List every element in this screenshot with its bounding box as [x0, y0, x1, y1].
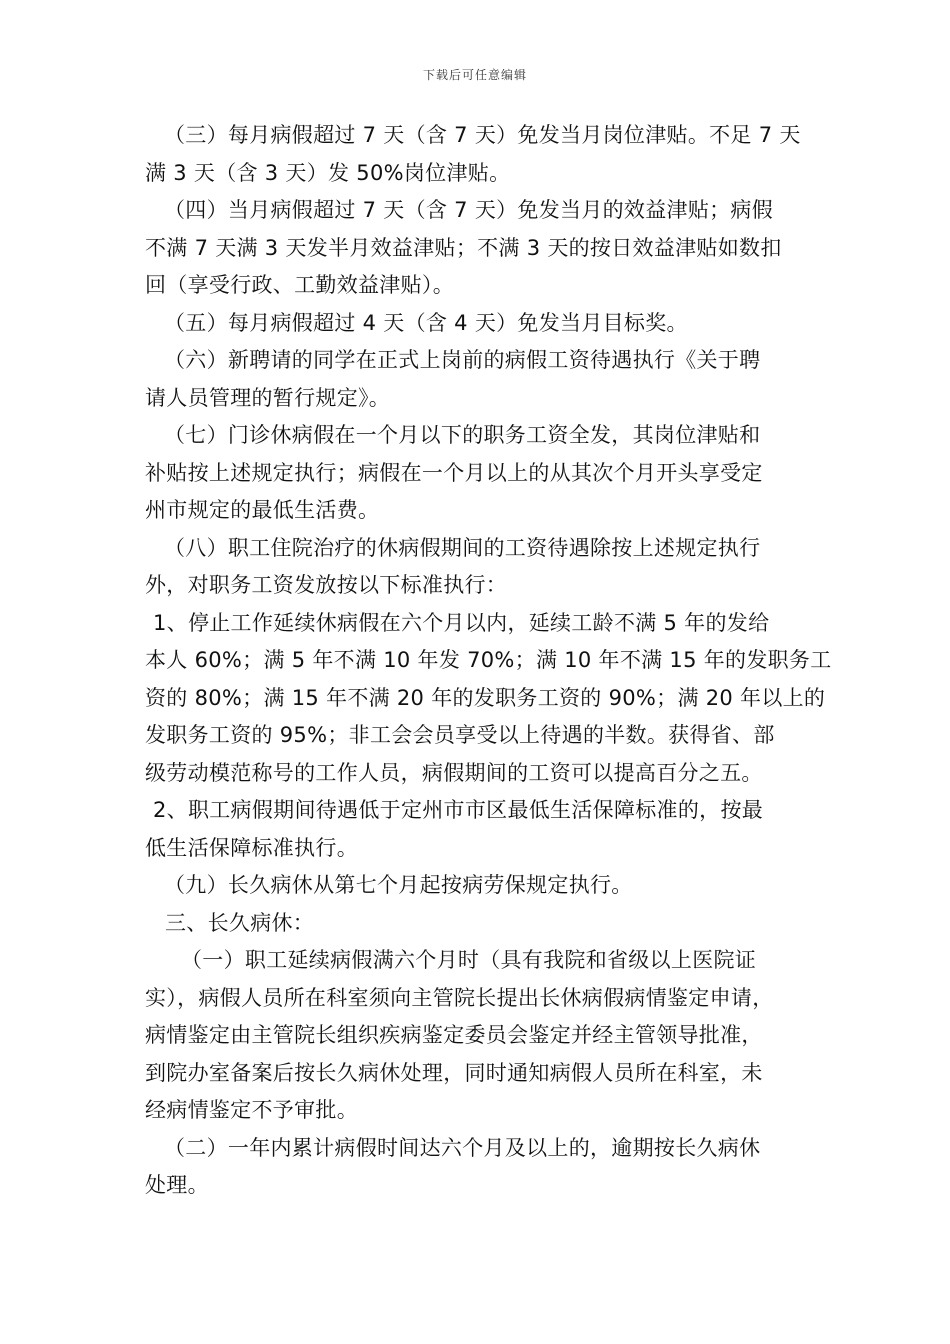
paragraph-line: （二）一年内累计病假时间达六个月及以上的，逾期按长久病休 — [164, 1135, 761, 1160]
paragraph-line: 2、职工病假期间待遇低于定州市市区最低生活保障标准的，按最 — [153, 798, 764, 822]
paragraph-line: 低生活保障标准执行。 — [145, 835, 358, 860]
paragraph-line: 请人员管理的暂行规定》。 — [145, 385, 391, 410]
paragraph-line: （九）长久病休从第七个月起按病劳保规定执行。 — [164, 873, 633, 897]
paragraph-line: 处理。 — [145, 1173, 209, 1197]
paragraph-line: 本人 60%；满 5 年不满 10 年发 70%；满 10 年不满 15 年的发职务工 — [145, 648, 832, 672]
paragraph-line: 病情鉴定由主管院长组织疾病鉴定委员会鉴定并经主管领导批准， — [145, 1023, 763, 1047]
paragraph-line: 外，对职务工资发放按以下标准执行： — [145, 573, 508, 597]
paragraph-line: 到院办室备案后按长久病休处理，同时通知病假人员所在科室，未 — [145, 1060, 763, 1085]
paragraph-line: 不满 7 天满 3 天发半月效益津贴；不满 3 天的按日效益津贴如数扣 — [145, 235, 782, 260]
paragraph-line: 补贴按上述规定执行；病假在一个月以上的从其次个月开头享受定 — [145, 460, 763, 485]
paragraph-line: （四）当月病假超过 7 天（含 7 天）免发当月的效益津贴；病假 — [164, 198, 774, 222]
paragraph-line: 经病情鉴定不予审批。 — [145, 1098, 358, 1122]
paragraph-line: 回（享受行政、工勤效益津贴）。 — [145, 273, 454, 297]
paragraph-line: （八）职工住院治疗的休病假期间的工资待遇除按上述规定执行 — [164, 535, 761, 560]
page-header: 下载后可任意编辑 — [422, 68, 527, 82]
paragraph-line: （七）门诊休病假在一个月以下的职务工资全发，其岗位津贴和 — [164, 423, 761, 447]
paragraph-line: 资的 80%；满 15 年不满 20 年的发职务工资的 90%；满 20 年以上的 — [145, 685, 826, 710]
paragraph-line: 1、停止工作延续休病假在六个月以内，延续工龄不满 5 年的发给 — [153, 610, 770, 635]
paragraph-line: 级劳动模范称号的工作人员，病假期间的工资可以提高百分之五。 — [145, 760, 763, 785]
paragraph-line: （一）职工延续病假满六个月时（具有我院和省级以上医院证 — [181, 948, 757, 972]
paragraph-line: 满 3 天（含 3 天）发 50%岗位津贴。 — [145, 160, 511, 185]
paragraph-line: 发职务工资的 95%；非工会会员享受以上待遇的半数。获得省、部 — [145, 723, 775, 747]
paragraph-line: （五）每月病假超过 4 天（含 4 天）免发当月目标奖。 — [164, 310, 688, 335]
paragraph-line: （六）新聘请的同学在正式上岗前的病假工资待遇执行《关于聘 — [164, 348, 761, 372]
section-heading: 三、长久病休： — [165, 910, 315, 935]
paragraph-line: 州市规定的最低生活费。 — [145, 498, 380, 522]
document-body — [145, 117, 832, 1205]
paragraph-line: 实），病假人员所在科室须向主管院长提出长休病假病情鉴定申请， — [145, 985, 774, 1010]
paragraph-line: （三）每月病假超过 7 天（含 7 天）免发当月岗位津贴。不足 7 天 — [164, 123, 801, 147]
